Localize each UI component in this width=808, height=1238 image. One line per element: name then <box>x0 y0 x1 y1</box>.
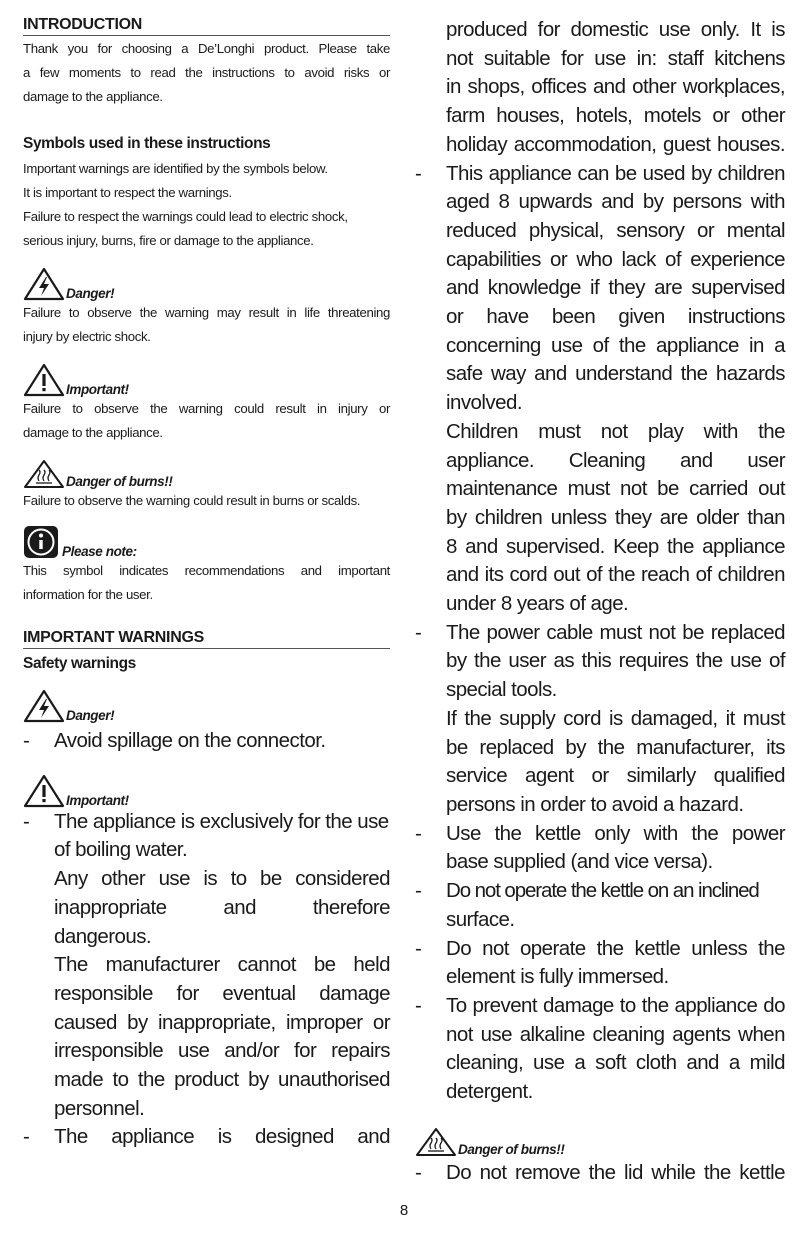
warnings-danger-label: Danger! <box>66 708 115 723</box>
list-item <box>415 992 785 1107</box>
list-item <box>23 727 390 756</box>
hot-surface-icon <box>23 459 65 489</box>
text-line: This appliance can be used by children <box>446 161 785 185</box>
text-line: The power cable must not be replaced <box>446 620 785 644</box>
list-dash: - <box>415 821 422 845</box>
text-line: safe way and understand the hazards <box>446 362 785 386</box>
warning-exclamation-icon <box>23 363 65 397</box>
text-line: of boiling water. <box>54 838 188 862</box>
right-burns-row <box>415 1127 785 1157</box>
list-dash: - <box>23 729 30 752</box>
text-line: Failure to observe the warning could result in injury or <box>23 401 390 416</box>
important-label: Important! <box>66 382 129 397</box>
left-column <box>23 0 390 1152</box>
burns-label: Danger of burns!! <box>66 474 173 489</box>
text-line: Do not remove the lid while the kettle <box>446 1160 785 1184</box>
text-line: concerning use of the appliance in a <box>446 333 785 357</box>
text-line: and its cord out of the reach of children <box>446 563 785 587</box>
danger-label: Danger! <box>66 286 115 301</box>
text-line: injury by electric shock. <box>23 329 151 344</box>
right-column <box>415 0 785 1187</box>
text-line: Important warnings are identified by the symbols below. <box>23 161 328 176</box>
warnings-danger-row <box>23 689 390 723</box>
burns-symbol-row <box>23 459 390 489</box>
list-dash: - <box>415 936 422 960</box>
intro-section <box>23 16 390 109</box>
hot-surface-icon <box>415 1127 457 1157</box>
text-line: be replaced by the manufacturer, its <box>446 735 785 759</box>
list-dash: - <box>415 879 422 903</box>
list-dash: - <box>415 993 422 1017</box>
text-line: farm houses, hotels, motels or other <box>446 104 785 128</box>
text-line: service agent or similarly qualified <box>446 764 785 788</box>
text-line: maintenance must not be carried out <box>446 477 785 501</box>
text-line: damage to the appliance. <box>23 89 163 104</box>
text-line: Use the kettle only with the power <box>446 821 785 845</box>
text-line: special tools. <box>446 678 557 702</box>
text-line: The appliance is exclusively for the use <box>54 809 389 833</box>
text-line: The appliance is designed and <box>54 1125 390 1149</box>
text-line: responsible for eventual damage <box>54 981 390 1005</box>
symbols-section <box>23 131 390 253</box>
text-line: Avoid spillage on the connector. <box>54 729 326 752</box>
text-line: capabilities or who lack of experience <box>446 247 785 271</box>
list-item <box>23 1123 390 1152</box>
electric-hazard-icon <box>23 267 65 301</box>
text-line: produced for domestic use only. It is <box>446 18 785 41</box>
warnings-section <box>23 629 390 677</box>
text-line: under 8 years of age. <box>446 592 629 616</box>
text-line: If the supply cord is damaged, it must <box>446 706 785 730</box>
list-dash: - <box>23 1125 30 1149</box>
list-item <box>415 877 785 934</box>
text-line: detergent. <box>446 1080 533 1104</box>
text-line: in shops, offices and other workplaces, <box>446 75 785 99</box>
burns-text <box>23 489 390 513</box>
text-line: Thank you for choosing a De’Longhi product. Please take <box>23 41 390 56</box>
note-label: Please note: <box>62 544 137 559</box>
danger-text <box>23 301 390 349</box>
page-number: 8 <box>399 1202 409 1219</box>
text-line: The manufacturer cannot be held <box>54 953 390 977</box>
text-line: inappropriate and therefore <box>54 895 390 919</box>
warnings-important-label: Important! <box>66 792 129 808</box>
list-item-continued <box>415 16 785 160</box>
text-line: 8 and supervised. Keep the appliance <box>446 534 785 558</box>
text-line: Do not operate the kettle unless the <box>446 936 785 960</box>
text-line: Failure to observe the warning may result in life threatening <box>23 305 390 320</box>
text-line: reduced physical, sensory or mental <box>446 218 785 242</box>
text-line: serious injury, burns, fire or damage to the appliance. <box>23 233 314 248</box>
text-line: not suitable for use in: staff kitchens <box>446 46 785 70</box>
text-line: Failure to respect the warnings could lead to electric shock, <box>23 209 348 224</box>
intro-title: INTRODUCTION <box>23 16 390 36</box>
electric-hazard-icon <box>23 689 65 723</box>
text-line: by the user as this requires the use of <box>446 649 785 673</box>
text-line: This symbol indicates recommendations and important <box>23 563 390 578</box>
text-line: cleaning, use a soft cloth and a mild <box>446 1051 785 1075</box>
warnings-title: IMPORTANT WARNINGS <box>23 629 390 649</box>
text-line: Children must not play with the <box>446 419 785 443</box>
warnings-subtitle: Safety warnings <box>23 655 136 672</box>
note-text <box>23 559 390 607</box>
list-item <box>415 160 785 619</box>
list-dash: - <box>415 1160 422 1184</box>
text-line: caused by inappropriate, improper or <box>54 1010 390 1034</box>
list-dash: - <box>415 161 422 185</box>
symbols-heading: Symbols used in these instructions <box>23 135 271 152</box>
list-item <box>23 808 390 1124</box>
list-dash: - <box>415 620 422 644</box>
intro-text <box>23 37 390 109</box>
text-line: surface. <box>446 907 515 931</box>
text-line: Failure to observe the warning could result in burns or scalds. <box>23 493 361 508</box>
text-line: Any other use is to be considered <box>54 867 390 891</box>
text-line: damage to the appliance. <box>23 425 163 440</box>
text-line: irresponsible use and/or for repairs <box>54 1039 390 1063</box>
text-line: persons in order to avoid a hazard. <box>446 792 744 816</box>
warnings-important-row <box>23 774 390 808</box>
important-text <box>23 397 390 445</box>
text-line: personnel. <box>54 1096 145 1120</box>
danger-symbol-row <box>23 267 390 301</box>
note-symbol-row <box>23 525 390 559</box>
warning-exclamation-icon <box>23 774 65 808</box>
right-burns-label: Danger of burns!! <box>458 1141 565 1157</box>
text-line: by children unless they are older than <box>446 505 785 529</box>
list-dash: - <box>23 809 30 833</box>
text-line: dangerous. <box>54 924 152 948</box>
text-line: and knowledge if they are supervised <box>446 276 785 300</box>
text-line: appliance. Cleaning and user <box>446 448 785 472</box>
text-line: base supplied (and vice versa). <box>446 850 713 874</box>
text-line: involved. <box>446 391 522 415</box>
text-line: To prevent damage to the appliance do <box>446 993 785 1017</box>
list-item <box>415 935 785 992</box>
list-item <box>415 619 785 820</box>
text-line: aged 8 upwards and by persons with <box>446 190 785 214</box>
text-line: not use alkaline cleaning agents when <box>446 1022 785 1046</box>
text-line: made to the product by unauthorised <box>54 1068 390 1092</box>
text-line: It is important to respect the warnings. <box>23 185 232 200</box>
info-icon <box>23 525 59 559</box>
text-line: Do not operate the kettle on an inclined <box>446 879 759 903</box>
text-line: holiday accommodation, guest houses. <box>446 132 785 156</box>
text-line: or have been given instructions <box>446 305 785 329</box>
important-symbol-row <box>23 363 390 397</box>
list-item <box>415 820 785 877</box>
symbols-text <box>23 157 390 253</box>
text-line: element is fully immersed. <box>446 965 669 989</box>
text-line: a few moments to read the instructions to avoid risks or <box>23 65 390 80</box>
list-item <box>415 1159 785 1188</box>
text-line: information for the user. <box>23 587 153 602</box>
